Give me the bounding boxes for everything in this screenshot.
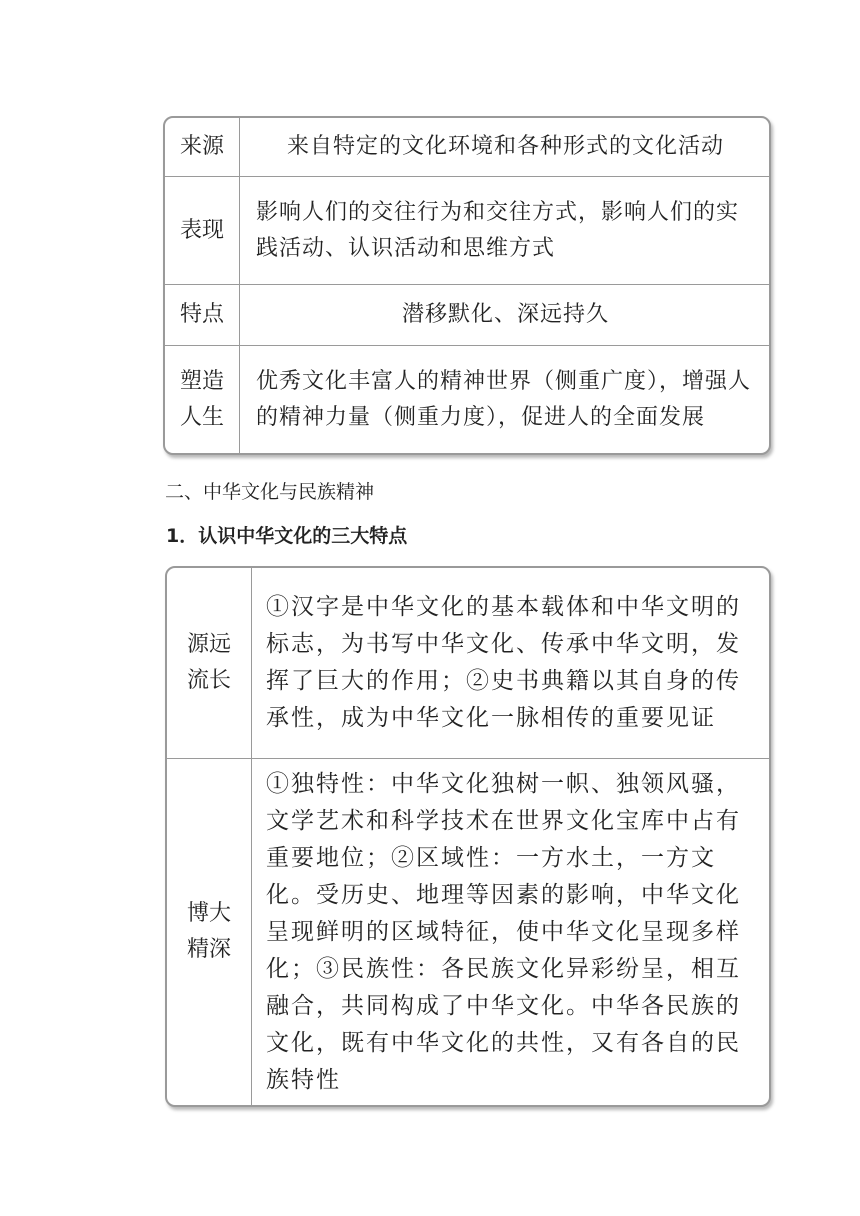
- row-content-shape-life: 优秀文化丰富人的精神世界（侧重广度），增强人的精神力量（侧重力度），促进人的全面发展: [256, 368, 752, 430]
- table-row: [167, 568, 769, 758]
- row-content-expression: 影响人们的交往行为和交往方式，影响人们的实践活动、认识活动和思维方式: [256, 199, 740, 261]
- row-label-expression: 表现: [165, 177, 240, 284]
- row-label-long-history: 源远流长: [167, 568, 252, 758]
- row-content-source: 来自特定的文化环境和各种形式的文化活动: [286, 134, 724, 159]
- row-content-broad-profound: ①独特性：中华文化独树一帜、独领风骚，文学艺术和科学技术在世界文化宝库中占有重要地位；②区域性：一方水土，一方文化。受历史、地理等因素的影响，中华文化呈现鲜明的区域特征，使中华文化呈现多样化；③民族性：各民族文化异彩纷呈，相互融合，共同构成了中华文化。中华各民族的文化，既有中华文化的共性，又有各自的民族特性: [266, 770, 741, 1093]
- sub-heading: 1．认识中华文化的三大特点: [166, 525, 408, 547]
- row-label-broad-profound: 博大精深: [167, 759, 252, 1105]
- row-content-long-history: ①汉字是中华文化的基本载体和中华文明的标志，为书写中华文化、传承中华文明，发挥了巨大的作用；②史书典籍以其自身的传承性，成为中华文化一脉相传的重要见证: [266, 594, 741, 731]
- row-label-source: 来源: [165, 118, 240, 176]
- culture-influence-table: [163, 116, 771, 455]
- table-row: [165, 176, 769, 284]
- table-row: [165, 345, 769, 453]
- row-label-feature: 特点: [165, 285, 240, 345]
- table-row: [165, 284, 769, 345]
- table-row: [165, 118, 769, 176]
- table-row: [167, 758, 769, 1105]
- section-heading: 二、中华文化与民族精神: [165, 481, 375, 503]
- row-content-feature: 潜移默化、深远持久: [401, 302, 609, 327]
- chinese-culture-features-table: [165, 566, 771, 1107]
- row-label-shape-life: 塑造人生: [165, 346, 240, 453]
